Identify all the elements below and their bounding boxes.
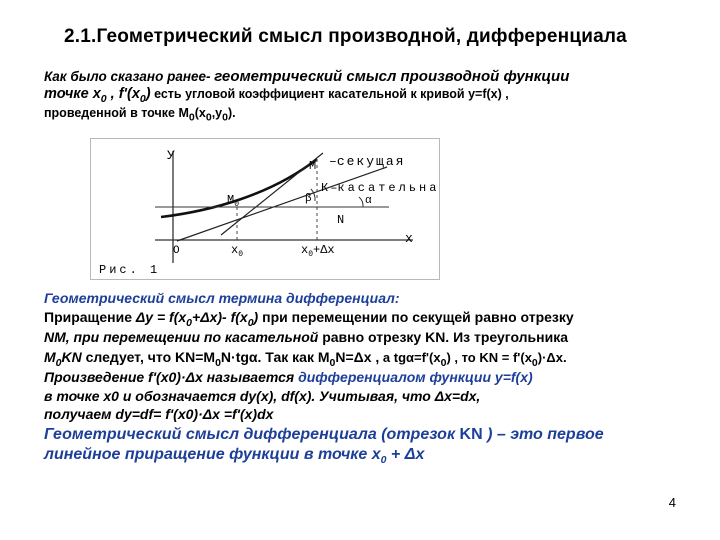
- conclusion-line-2: линейное приращение функции в точке $x_0 + \Delta x$: [44, 446, 425, 467]
- page-number: 4: [668, 495, 676, 510]
- point-k-label: К –касательная: [321, 181, 439, 195]
- body-line-2: NM, при перемещении по касательной равно отрезку KN. Из треугольника: [44, 329, 568, 345]
- alpha-arc: [359, 197, 363, 207]
- y-axis-label: У: [167, 148, 175, 163]
- page-title: 2.1.Геометрический смысл производной, дифференциала: [64, 26, 627, 47]
- body-line-6: получаем dy=df= f'(x0)·Δx =f'(x)dx: [44, 406, 274, 422]
- intro-prefix: Как было сказано ранее-: [44, 69, 215, 84]
- derivative-figure: [90, 138, 440, 280]
- alpha-label: α: [365, 195, 372, 207]
- body-line-4: Произведение f'(x0)·Δx называется дифференциалом функции у=f(x): [44, 369, 533, 385]
- body-line-3: $M_0KN$ следует, что $KN=M_0N\cdot tg\alpha$. Так как $M_0N=\Delta x$ , а $tg\alpha=f'(x_0)$ , то KN = $f'(x_0)\cdot\Delta x$.: [44, 349, 567, 369]
- point-m0-label: $М_0$: [227, 193, 240, 209]
- x0-tick-label: $х_0$: [231, 243, 244, 259]
- body-line-1: Приращение $\Delta y = f(x_0+\Delta x)-$ $f(x_0)$ при перемещении по секущей равно отрезку: [44, 309, 574, 329]
- conclusion-line-1: Геометрический смысл дифференциала (отрезок KN ) – это первое: [44, 426, 604, 443]
- figure-caption: Рис. 1: [99, 263, 161, 277]
- intro-line-2: точке $x_0$ , $f'(x_0)$ есть угловой коэффициент касательной к кривой у=f(x) ,: [44, 86, 509, 105]
- x-axis-label: х: [405, 231, 413, 246]
- differential-heading: Геометрический смысл термина дифференциал:: [44, 290, 400, 306]
- intro-line-1: [44, 68, 569, 85]
- x0-dx-tick-label: $х_0+\Delta х$: [301, 243, 335, 259]
- beta-label: β: [305, 193, 312, 205]
- point-m-label: М: [309, 159, 317, 173]
- secant-label: –секущая: [329, 154, 406, 169]
- tangent-line: [177, 167, 387, 241]
- origin-label: О: [173, 245, 180, 257]
- point-n-label: N: [337, 213, 345, 227]
- body-line-5: в точке x0 и обозначается dy(x), df(x). Учитывая, что Δx=dx,: [44, 388, 481, 404]
- intro-line-3: проведенной в точке $М_0(х_0,у_0)$.: [44, 106, 236, 124]
- intro-emphasis: геометрический смысл производной функции: [214, 68, 570, 85]
